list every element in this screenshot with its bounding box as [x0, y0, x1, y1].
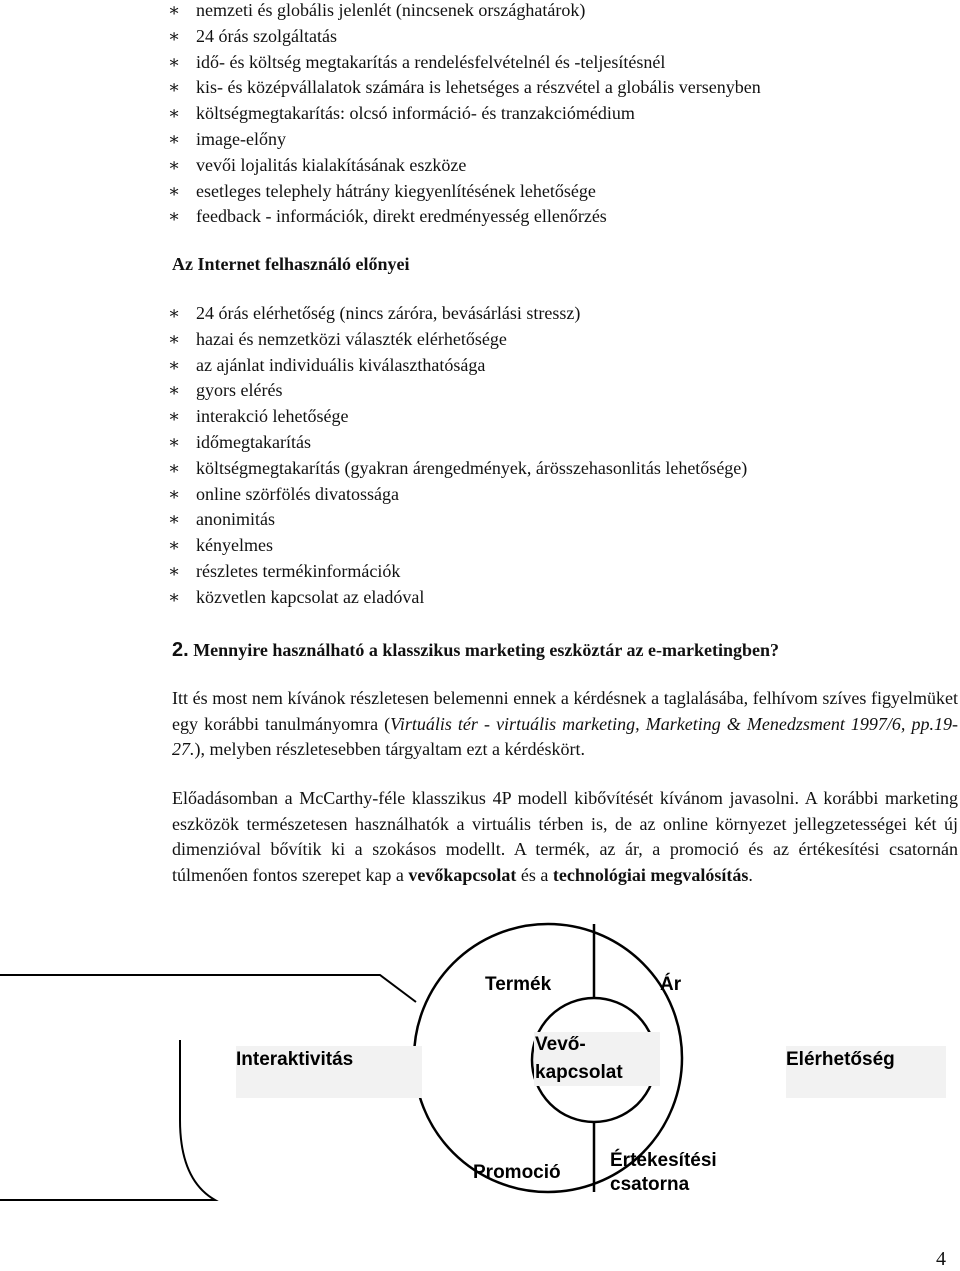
- bullet-asterisk-icon: ∗: [168, 328, 181, 349]
- label-elerhetoseg: Elérhetőség: [786, 1049, 895, 1070]
- bullet-asterisk-icon: ∗: [168, 303, 181, 323]
- bullet-asterisk-icon: ∗: [168, 354, 181, 375]
- bullet-asterisk-icon: ∗: [168, 77, 181, 98]
- bullet-asterisk-icon: ∗: [168, 103, 181, 124]
- label-ertekesitesi-line2: csatorna: [610, 1174, 690, 1195]
- list-item-text: részletes termékinformációk: [196, 560, 401, 581]
- list-item: [168, 204, 761, 230]
- label-termek: Termék: [485, 974, 552, 995]
- list-item-text: költségmegtakarítás (gyakran árengedmények, árösszehasonlitás lehetősége): [196, 457, 748, 478]
- citation: Virtuális tér - virtuális marketing, Marketing & Menedzsment 1997/6, pp.19-27.: [172, 713, 958, 760]
- bullet-asterisk-icon: ∗: [168, 154, 181, 175]
- list-item-text: idő- és költség megtakarítás a rendelésfelvételnél és -teljesítésnél: [196, 51, 666, 72]
- bracket-bottom-line: [0, 1040, 215, 1200]
- bullet-asterisk-icon: ∗: [168, 509, 181, 530]
- advantages-list-internet-users: [168, 301, 747, 611]
- label-promocio: Promoció: [473, 1162, 561, 1183]
- bullet-asterisk-icon: ∗: [168, 180, 181, 201]
- list-item: [168, 127, 761, 153]
- bullet-asterisk-icon: ∗: [168, 206, 181, 227]
- list-item: [168, 585, 747, 611]
- bullet-asterisk-icon: ∗: [168, 431, 181, 452]
- list-item: [168, 430, 747, 456]
- paragraph-text: Itt és most nem kívánok részletesen belemenni ennek a kérdésnek a taglalásába, felhívom szíves figyelmüket egy korábbi tanulmányomra (: [172, 688, 958, 734]
- bullet-asterisk-icon: ∗: [168, 535, 181, 556]
- bracket-top-line: [0, 975, 416, 1002]
- list-item: [168, 24, 761, 50]
- list-item-text: 24 órás szolgáltatás: [196, 25, 337, 46]
- label-vevokapcsolat-line1: Vevő-: [535, 1034, 586, 1055]
- emphasis-vevokapcsolat: vevőkapcsolat: [408, 864, 517, 885]
- paragraph-4p-model: [172, 786, 958, 888]
- page-number: 4: [936, 1248, 946, 1270]
- list-item: [168, 50, 761, 76]
- list-item-text: online szörfölés divatossága: [196, 483, 399, 504]
- list-item-text: 24 órás elérhetőség (nincs záróra, bevásárlási stressz): [196, 303, 581, 323]
- list-item-text: időmegtakarítás: [196, 431, 311, 452]
- list-item-text: esetleges telephely hátrány kiegyenlítésének lehetősége: [196, 180, 596, 201]
- list-item-text: gyors elérés: [196, 380, 283, 401]
- list-item: [168, 404, 747, 430]
- paragraph-text: Előadásomban a McCarthy-féle klasszikus 4P modell kibővítését kívánom javasolni. A korábbi marketing eszközök természetesen használhatók a virtuális térben is, de az online környezet jellegzetességei két új dimenzióval bővítik ki a szokásos modellt. A termék, az ár, a promoció és az értékesítési csatornán túlmenően fontos szerepet kap a: [172, 788, 958, 885]
- bullet-asterisk-icon: ∗: [168, 406, 181, 427]
- advantages-list-companies: [168, 0, 761, 230]
- paragraph-text: .: [748, 864, 753, 885]
- question-text: Mennyire használható a klasszikus marketing eszköztár az e-marketingben?: [193, 640, 780, 660]
- section-heading-internet-user: Az Internet felhasználó előnyei: [172, 254, 410, 274]
- bullet-asterisk-icon: ∗: [168, 483, 181, 504]
- label-ertekesitesi-line1: Értékesítési: [610, 1150, 717, 1171]
- list-item: [168, 301, 747, 327]
- list-item: [168, 0, 761, 24]
- bullet-asterisk-icon: ∗: [168, 128, 181, 149]
- list-item-text: kényelmes: [196, 535, 273, 556]
- paragraph-reference: [172, 686, 958, 763]
- list-item: [168, 559, 747, 585]
- list-item: [168, 482, 747, 508]
- paragraph-text: és a: [516, 864, 553, 885]
- list-item: [168, 533, 747, 559]
- list-item: [168, 101, 761, 127]
- list-item: [168, 153, 761, 179]
- list-item-text: vevői lojalitás kialakításának eszköze: [196, 154, 467, 175]
- list-item-text: kis- és középvállalatok számára is lehetséges a részvétel a globális versenyben: [196, 77, 761, 98]
- question-number: 2.: [172, 639, 189, 661]
- list-item-text: hazai és nemzetközi választék elérhetősége: [196, 328, 507, 349]
- bullet-asterisk-icon: ∗: [168, 25, 181, 46]
- list-item: [168, 75, 761, 101]
- list-item-text: anonimitás: [196, 509, 275, 530]
- list-item: [168, 507, 747, 533]
- paragraph-text: ), melyben részletesebben tárgyaltam ezt a kérdéskört.: [194, 739, 585, 760]
- list-item: [168, 456, 747, 482]
- list-item: [168, 353, 747, 379]
- list-item-text: image-előny: [196, 128, 286, 149]
- list-item-text: közvetlen kapcsolat az eladóval: [196, 586, 425, 607]
- list-item-text: nemzeti és globális jelenlét (nincsenek országhatárok): [196, 0, 586, 20]
- bullet-asterisk-icon: ∗: [168, 560, 181, 581]
- label-vevokapcsolat-line2: kapcsolat: [535, 1062, 623, 1083]
- 4p-extended-diagram: [0, 920, 960, 1220]
- list-item-text: az ajánlat individuális kiválaszthatósága: [196, 354, 486, 375]
- bullet-asterisk-icon: ∗: [168, 457, 181, 478]
- label-ar: Ár: [660, 974, 682, 995]
- bullet-asterisk-icon: ∗: [168, 51, 181, 72]
- list-item: [168, 179, 761, 205]
- bullet-asterisk-icon: ∗: [168, 380, 181, 401]
- emphasis-technologia: technológiai megvalósítás: [552, 864, 749, 885]
- list-item: [168, 327, 747, 353]
- bullet-asterisk-icon: ∗: [168, 586, 181, 607]
- list-item-text: feedback - információk, direkt eredményesség ellenőrzés: [196, 206, 607, 227]
- list-item-text: interakció lehetősége: [196, 406, 349, 427]
- list-item-text: költségmegtakarítás: olcsó információ- és tranzakciómédium: [196, 103, 635, 124]
- list-item: [168, 378, 747, 404]
- question-heading: [172, 639, 779, 662]
- label-interaktivitas: Interaktivitás: [236, 1049, 354, 1070]
- bullet-asterisk-icon: ∗: [168, 0, 181, 20]
